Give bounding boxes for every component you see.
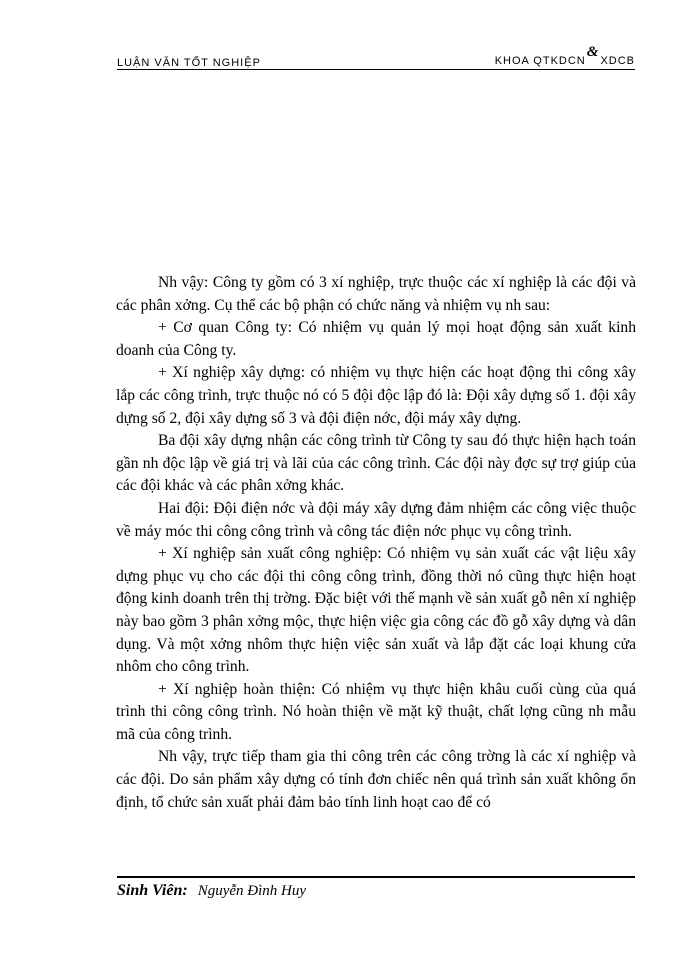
header-faculty-name: KHOA QTKDCN — [494, 55, 586, 67]
footer-student-label: Sinh Viên: — [117, 882, 188, 899]
paragraph-finishing-enterprise: + Xí nghiệp hoàn thiện: Có nhiệm vụ thực hiện khâu cuối cùng của quá trình thi công công trình. Nó hoàn thiện về mặt kỹ thuật, chất lợng cũng nh mẫu mã của công trình. — [116, 680, 636, 743]
header-thesis-title: LUẬN VĂN TỐT NGHIỆP — [117, 57, 261, 69]
header-faculty — [494, 44, 635, 69]
paragraph-head-office: + Cơ quan Công ty: Có nhiệm vụ quản lý mọi hoạt động sản xuất kinh doanh của Công ty. — [116, 319, 636, 359]
footer-rule — [117, 876, 635, 878]
header-rule — [117, 69, 635, 71]
paragraph-construction-enterprise: + Xí nghiệp xây dựng: có nhiệm vụ thực hiện các hoạt động thi công xây lắp các công trình, trực thuộc nó có 5 đội độc lập đó là: Đội xây dựng số 1. đội xây dựng số 2, đội xây dựng số 3 và đội điện nớc, đội máy xây dựng. — [116, 364, 636, 427]
header-faculty-suffix: XDCB — [600, 55, 635, 67]
paragraph-conclusion: Nh vậy, trực tiếp tham gia thi công trên các công trờng là các xí nghiệp và các đội. Do sản phẩm xây dựng có tính đơn chiếc nên quá trình sản xuất không ổn định, tổ chức sản xuất phải đảm bảo tính linh hoạt cao để có — [116, 748, 636, 811]
paragraph-summary: Nh vậy: Công ty gồm có 3 xí nghiệp, trực thuộc các xí nghiệp là các đội và các phân xởng. Cụ thể các bộ phận có chức năng và nhiệm vụ nh sau: — [116, 274, 636, 314]
paragraph-three-teams: Ba đội xây dựng nhận các công trình từ Công ty sau đó thực hiện hạch toán gần nh độc lập về giá trị và lãi của các công trình. Các đội này đợc sự trợ giúp của các đội khác và các phân xởng khác. — [116, 432, 636, 495]
footer-student-name: Nguyễn Đình Huy — [197, 883, 307, 899]
body-text — [116, 272, 636, 814]
paragraph-two-teams: Hai đội: Đội điện nớc và đội máy xây dựng đảm nhiệm các công việc thuộc về máy móc thi công công trình và công tác điện nớc phục vụ công trình. — [116, 499, 636, 540]
paragraph-industrial-enterprise: + Xí nghiệp sản xuất công nghiệp: Có nhiệm vụ sản xuất các vật liệu xây dựng phục vụ cho các đội thi công công trình, đồng thời nó cũng thực hiện hoạt động kinh doanh trên thị trờng. Đặc biệt với thế mạnh về sản xuất gỗ nên xí nghiệp này bao gồm 3 phân xởng mộc, thực hiện việc gia công các đồ gỗ xây dựng và dân dụng. Và một xởng nhôm thực hiện việc sản xuất và lắp đặt các loại khung cửa nhôm cho công trình. — [116, 545, 636, 676]
page-header — [117, 40, 635, 70]
header-ampersand: & — [586, 44, 600, 60]
page-footer — [117, 882, 635, 900]
